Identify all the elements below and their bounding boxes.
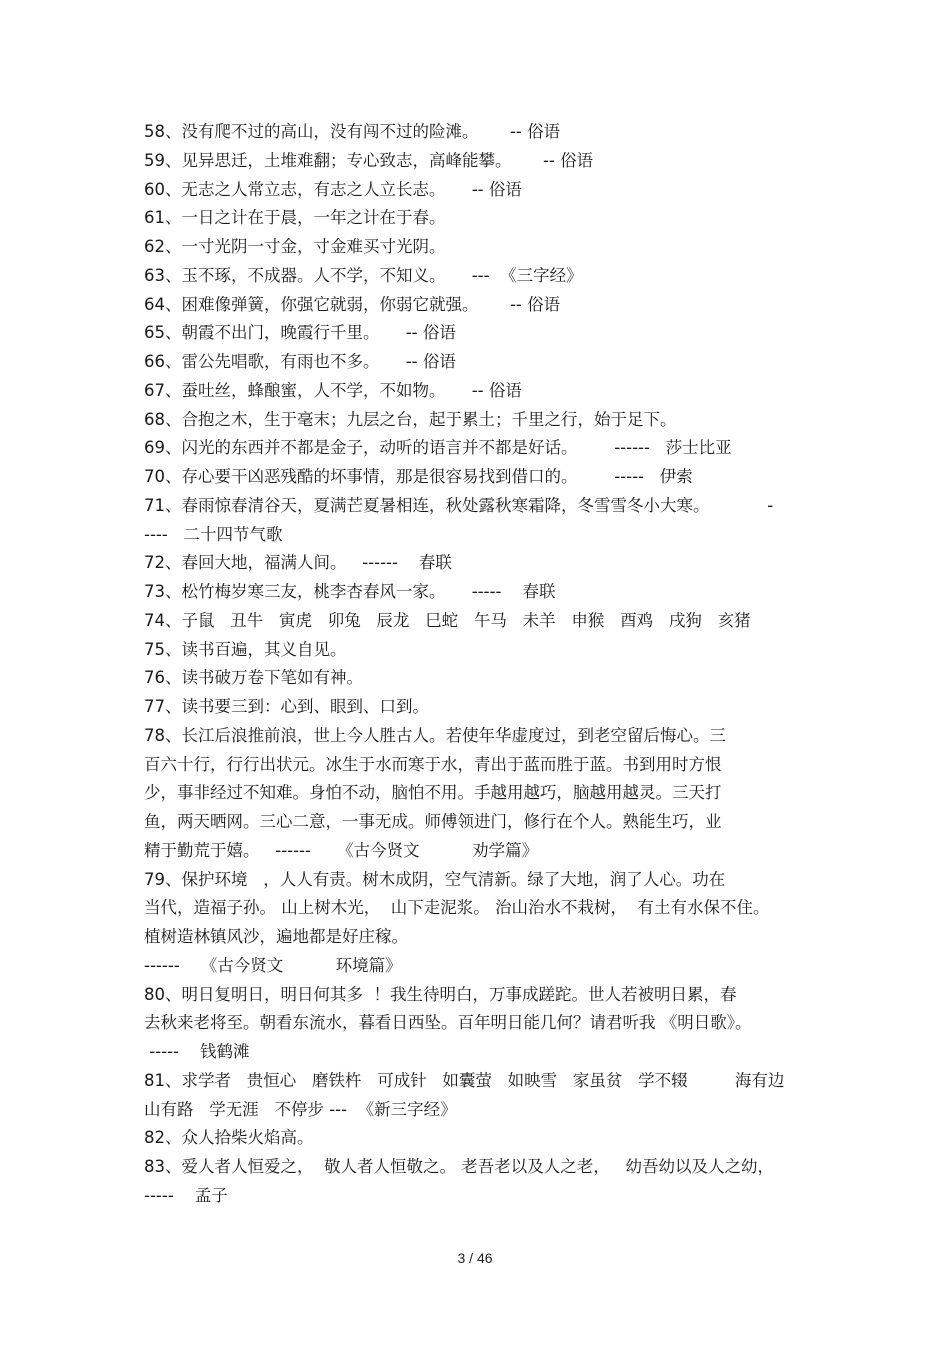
- text-line: 71、春雨惊春清谷天，夏满芒夏暑相连，秋处露秋寒霜降，冬雪雪冬小大寒。 -: [144, 495, 774, 515]
- text-line: 77、读书要三到：心到、眼到、口到。: [144, 697, 429, 716]
- text-line: 百六十行，行行出状元。冰生于水而寒于水，青出于蓝而胜于蓝。书到用时方恨: [144, 754, 722, 774]
- text-line: 72、春回大地，福满人间。 ------ 春联: [144, 553, 452, 573]
- text-line: 少，事非经过不知难。身怕不动，脑怕不用。手越用越巧，脑越用越灵。三天打: [144, 783, 722, 803]
- text-line: ----- 孟子: [144, 1185, 228, 1205]
- text-line: 61、一日之计在于晨，一年之计在于春。: [144, 208, 446, 228]
- text-line: 鱼，两天晒网。三心二意，一事无成。师傅领进门，修行在个人。熟能生巧，业: [144, 812, 722, 831]
- text-line: 65、朝霞不出门，晚霞行千里。 -- 俗语: [144, 323, 456, 343]
- text-line: ------ 《古今贤文 环境篇》: [144, 955, 402, 975]
- text-line: 79、保护环境 ，人人有责。树木成阴，空气清新。绿了大地，润了人心。功在: [144, 869, 726, 889]
- text-line: 山有路 学无涯 不停步 --- 《新三字经》: [144, 1099, 457, 1119]
- text-line: 75、读书百遍，其义自见。: [144, 639, 347, 659]
- text-line: 76、读书破万卷下笔如有神。: [144, 668, 363, 688]
- text-line: 70、存心要干凶恶残酷的坏事情，那是很容易找到借口的。 ----- 伊索: [144, 467, 693, 486]
- text-line: ---- 二十四节气歌: [144, 524, 283, 544]
- text-line: ----- 钱鹤滩: [144, 1042, 250, 1061]
- text-line: 63、玉不琢，不成器。人不学，不知义。 --- 《三字经》: [144, 265, 583, 285]
- text-line: 59、见异思迁，土堆难翻；专心致志，高峰能攀。 -- 俗语: [144, 150, 594, 170]
- text-line: 68、合抱之木，生于毫末；九层之台，起于累土；千里之行，始于足下。: [144, 409, 677, 429]
- text-line: 74、子鼠 丑牛 寅虎 卯兔 辰龙 巳蛇 午马 未羊 申猴 酉鸡 戌狗 亥猪: [144, 610, 751, 630]
- text-line: 62、一寸光阴一寸金，寸金难买寸光阴。: [144, 237, 446, 256]
- text-line: 当代，造福子孙。 山上树木光， 山下走泥浆。 治山治水不栽树， 有土有水保不住。: [144, 898, 770, 918]
- text-line: 精于勤荒于嬉。 ------ 《古今贤文 劝学篇》: [144, 840, 539, 860]
- text-line: 80、明日复明日，明日何其多 ！我生待明白，万事成蹉跎。世人若被明日累，春: [144, 984, 737, 1004]
- text-line: 69、闪光的东西并不都是金子，动听的语言并不都是好话。 ------ 莎士比亚: [144, 438, 732, 458]
- text-line: 81、求学者 贵恒心 磨铁杵 可成针 如囊萤 如映雪 家虽贫 学不辍 海有边: [144, 1070, 785, 1090]
- page-number: 3 / 46: [457, 1250, 493, 1266]
- text-line: 58、没有爬不过的高山，没有闯不过的险滩。 -- 俗语: [144, 122, 561, 141]
- document-body: [144, 118, 824, 1211]
- text-line: 67、蚕吐丝，蜂酿蜜，人不学，不如物。 -- 俗语: [144, 380, 522, 400]
- text-line: 64、困难像弹簧，你强它就弱，你弱它就强。 -- 俗语: [144, 294, 561, 314]
- text-line: 82、众人拾柴火焰高。: [144, 1128, 314, 1148]
- text-line: 78、长江后浪推前浪，世上今人胜古人。若使年华虚度过，到老空留后悔心。三: [144, 725, 726, 745]
- text-line: 植树造林镇风沙，遍地都是好庄稼。: [144, 927, 408, 946]
- text-line: 60、无志之人常立志，有志之人立长志。 -- 俗语: [144, 179, 522, 199]
- text-line: 73、松竹梅岁寒三友，桃李杏春风一家。 ----- 春联: [144, 582, 556, 601]
- text-line: 83、爱人者人恒爱之， 敬人者人恒敬之。 老吾老以及人之老， 幼吾幼以及人之幼，: [144, 1157, 774, 1176]
- text-line: 66、雷公先唱歌，有雨也不多。 -- 俗语: [144, 352, 456, 371]
- text-line: 去秋来老将至。朝看东流水，暮看日西坠。百年明日能几何？请君听我 《明日歌》。: [144, 1013, 752, 1033]
